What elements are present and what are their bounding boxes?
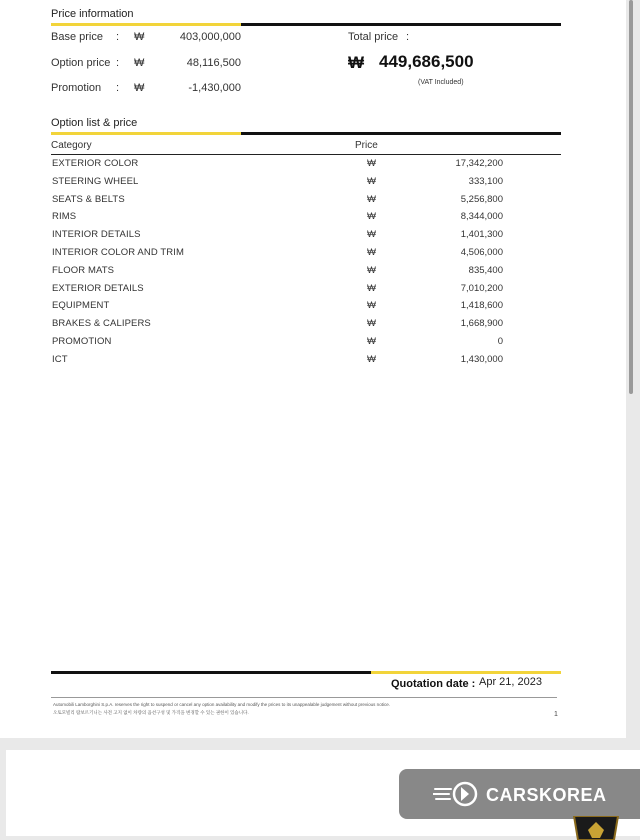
row-price: 4,506,000 bbox=[460, 247, 503, 258]
row-category: EXTERIOR COLOR bbox=[52, 158, 139, 169]
footer-rule-yellow bbox=[371, 671, 561, 674]
disclaimer-korean: 오토모빌리 람보르기니는 사전 고지 없이 차량의 옵션구성 및 가격을 변경할 수 있는 권한이 있습니다. bbox=[53, 710, 249, 715]
row-currency: ₩ bbox=[367, 336, 376, 347]
quotation-date-label: Quotation date : bbox=[391, 678, 476, 690]
price-info-title: Price information bbox=[51, 8, 134, 20]
footer-thin-rule bbox=[51, 697, 557, 698]
promotion-currency: ₩ bbox=[134, 82, 145, 94]
row-category: PROMOTION bbox=[52, 336, 112, 347]
option-list-rule-black bbox=[241, 132, 561, 135]
row-price: 17,342,200 bbox=[455, 158, 503, 169]
row-currency: ₩ bbox=[367, 211, 376, 222]
row-currency: ₩ bbox=[367, 176, 376, 187]
row-currency: ₩ bbox=[367, 265, 376, 276]
row-category: STEERING WHEEL bbox=[52, 176, 139, 187]
option-price-currency: ₩ bbox=[134, 57, 145, 69]
row-category: INTERIOR COLOR AND TRIM bbox=[52, 247, 184, 258]
row-currency: ₩ bbox=[367, 354, 376, 365]
base-price-currency: ₩ bbox=[134, 31, 145, 43]
price-info-rule-yellow bbox=[51, 23, 241, 26]
row-currency: ₩ bbox=[367, 229, 376, 240]
option-list-rule-yellow bbox=[51, 132, 241, 135]
row-category: SEATS & BELTS bbox=[52, 194, 125, 205]
row-category: FLOOR MATS bbox=[52, 265, 115, 276]
row-currency: ₩ bbox=[367, 300, 376, 311]
base-price-colon: : bbox=[116, 31, 120, 43]
price-info-rule-black bbox=[241, 23, 561, 26]
carskorea-watermark bbox=[399, 769, 640, 819]
table-header-rule bbox=[51, 154, 561, 155]
total-price-currency: ₩ bbox=[348, 53, 365, 72]
watermark-text: CARSKOREA bbox=[486, 785, 607, 805]
row-currency: ₩ bbox=[367, 247, 376, 258]
row-price: 0 bbox=[497, 336, 503, 347]
row-category: INTERIOR DETAILS bbox=[52, 229, 141, 240]
carskorea-logo-icon bbox=[433, 780, 479, 808]
base-price-label: Base price bbox=[51, 31, 103, 43]
row-currency: ₩ bbox=[367, 283, 376, 294]
option-price-value: 48,116,500 bbox=[186, 57, 241, 69]
option-list-title: Option list & price bbox=[51, 117, 138, 129]
page-number: 1 bbox=[554, 711, 558, 718]
promotion-colon: : bbox=[116, 82, 120, 94]
row-price: 1,430,000 bbox=[460, 354, 503, 365]
row-category: RIMS bbox=[52, 211, 77, 222]
promotion-label: Promotion bbox=[51, 82, 102, 94]
row-price: 333,100 bbox=[468, 176, 503, 187]
col-category-header: Category bbox=[51, 140, 92, 151]
total-price-colon: : bbox=[406, 31, 410, 43]
base-price-value: 403,000,000 bbox=[179, 31, 241, 43]
quotation-date-value: Apr 21, 2023 bbox=[479, 676, 542, 688]
row-price: 7,010,200 bbox=[460, 283, 503, 294]
total-price-label: Total price bbox=[348, 31, 399, 43]
scrollbar-thumb[interactable] bbox=[629, 0, 633, 394]
row-currency: ₩ bbox=[367, 318, 376, 329]
row-currency: ₩ bbox=[367, 158, 376, 169]
row-category: ICT bbox=[52, 354, 68, 365]
row-price: 835,400 bbox=[468, 265, 503, 276]
option-price-label: Option price bbox=[51, 57, 111, 69]
total-price-value: 449,686,500 bbox=[379, 52, 474, 71]
row-price: 1,401,300 bbox=[460, 229, 503, 240]
option-price-colon: : bbox=[116, 57, 120, 69]
disclaimer-english: Automobili Lamborghini S.p.A. reserves the right to suspend or cancel any option availability and modify the prices to its unappealable judgement without previous notice. bbox=[53, 702, 390, 707]
footer-rule-black bbox=[51, 671, 371, 674]
row-price: 8,344,000 bbox=[460, 211, 503, 222]
col-price-header: Price bbox=[355, 140, 378, 151]
vat-note: (VAT Included) bbox=[418, 79, 464, 86]
row-price: 5,256,800 bbox=[460, 194, 503, 205]
row-category: EXTERIOR DETAILS bbox=[52, 283, 144, 294]
row-category: EQUIPMENT bbox=[52, 300, 110, 311]
promotion-value: -1,430,000 bbox=[188, 82, 241, 94]
lamborghini-emblem-icon bbox=[570, 816, 622, 840]
row-category: BRAKES & CALIPERS bbox=[52, 318, 151, 329]
row-price: 1,418,600 bbox=[460, 300, 503, 311]
row-price: 1,668,900 bbox=[460, 318, 503, 329]
row-currency: ₩ bbox=[367, 194, 376, 205]
